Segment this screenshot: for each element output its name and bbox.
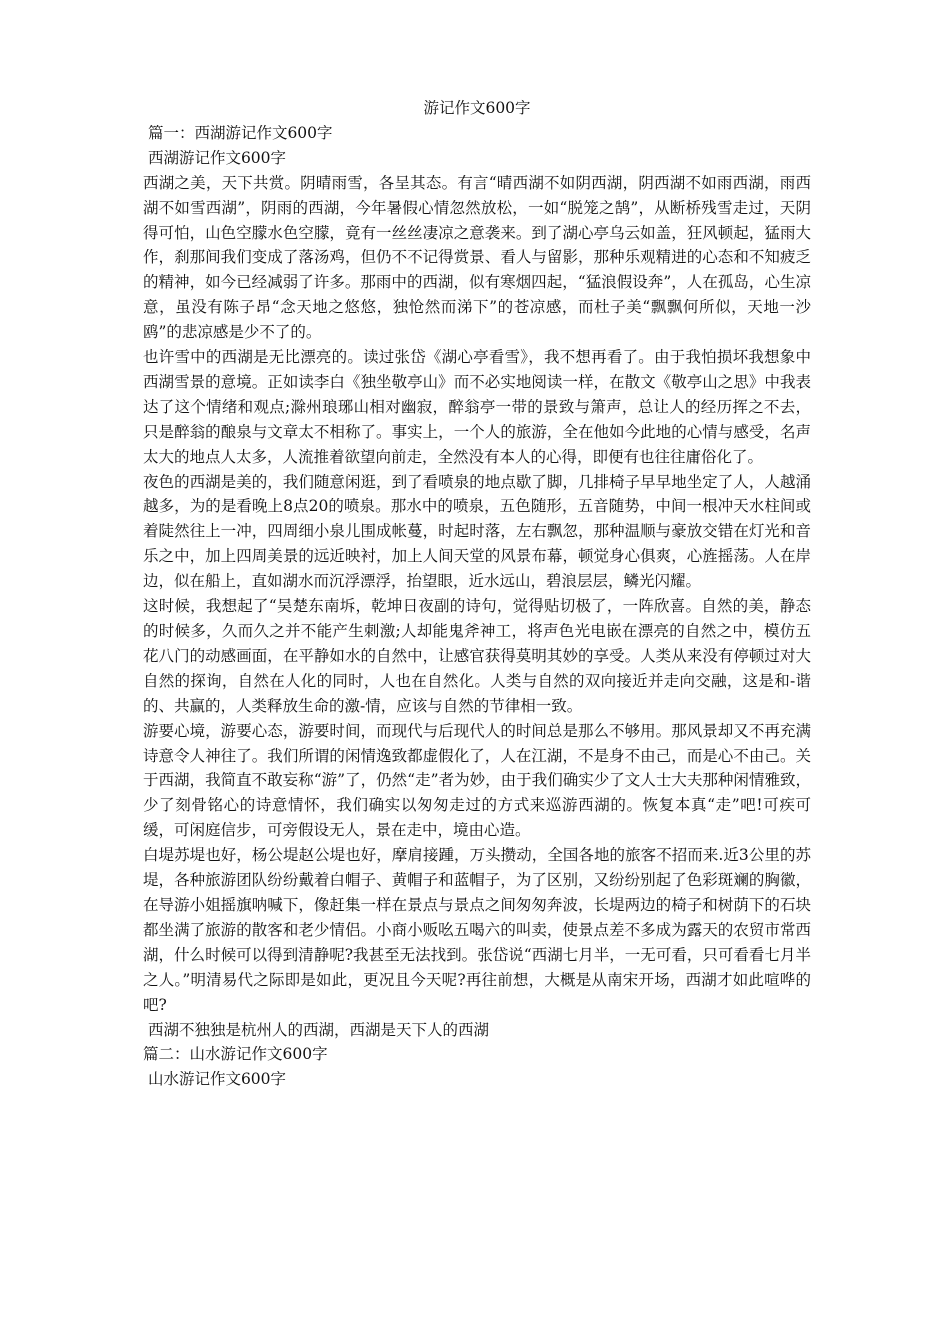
document-body [143,96,811,1092]
subheading-1: 西湖游记作文600字 [143,148,287,167]
paragraph-6: 白堤苏堤也好，杨公堤赵公堤也好，摩肩接踵，万头攒动，全国各地的旅客不招而来.近3公里的苏堤，各种旅游团队纷纷戴着白帽子、黄帽子和蓝帽子，为了区别，又纷纷别起了色彩斑斓的胸徽，在导游小姐摇旗呐喊下，像赶集一样在景点与景点之间匆匆奔波，长堤两边的椅子和树荫下的石块都坐满了旅游的散客和老少情侣。小商小贩吆五喝六的叫卖，使景点差不多成为露天的农贸市常西湖，什么时候可以得到清静呢?我甚至无法找到。张岱说“西湖七月半，一无可看，只可看看七月半之人。”明清易代之际即是如此，更况且今天呢?再往前想，大概是从南宋开场，西湖才如此喧哗的吧? [143,846,811,1014]
paragraph-1: 西湖之美，天下共赏。阴晴雨雪，各呈其态。有言“晴西湖不如阴西湖，阴西湖不如雨西湖，雨西湖不如雪西湖”，阴雨的西湖，今年暑假心情忽然放松，一如“脱笼之鹄”，从断桥残雪走过，天阴得可怕，山色空朦水色空朦，竟有一丝丝凄凉之意袭来。到了湖心亭乌云如盖，狂风顿起，猛雨大作，刹那间我们变成了落汤鸡，但仍不不记得赏景、看人与留影，那种乐观精进的心态和不知疲乏的精神，如今已经减弱了许多。那雨中的西湖，似有寒烟四起，“猛浪假设奔”，人在孤岛，心生凉意，虽没有陈子昂“念天地之悠悠，独怆然而涕下”的苍凉感，而杜子美“飘飘何所似，天地一沙鸥”的悲凉感是少不了的。 [143,173,811,342]
section-heading-1: 篇一：西湖游记作文600字 [143,123,333,142]
document-title: 游记作文600字 [423,99,531,117]
section-heading-2: 篇二：山水游记作文600字 [143,1045,328,1064]
paragraph-3: 夜色的西湖是美的，我们随意闲逛，到了看喷泉的地点歇了脚，几排椅子早早地坐定了人，人越涌越多，为的是看晚上8点20的喷泉。那水中的喷泉，五色随形，五音随势，中间一根冲天水柱间或着陡然往上一冲，四周细小泉儿围成帐蔓，时起时落，左右飘忽，那种温顺与豪放交错在灯光和音乐之中，加上四周美景的远近映衬，加上人间天堂的风景布幕，顿觉身心俱爽，心旌摇荡。人在岸边，似在船上，直如湖水而沉浮漂浮，抬望眼，近水远山，碧浪层层，鳞光闪耀。 [143,472,811,591]
closing-line: 西湖不独独是杭州人的西湖，西湖是天下人的西湖 [143,1020,489,1039]
paragraph-5: 游要心境，游要心态，游要时间，而现代与后现代人的时间总是那么不够用。那风景却又不再充满诗意令人神往了。我们所谓的闲情逸致都虚假化了，人在江湖，不是身不由己，而是心不由己。关于西湖，我简直不敢妄称“游”了，仍然“走”者为妙，由于我们确实少了文人士大夫那种闲情雅致，少了刻骨铭心的诗意情怀，我们确实以匆匆走过的方式来巡游西湖的。恢复本真“走”吧!可疾可缓，可闲庭信步，可旁假设无人，景在走中，境由心造。 [143,721,811,840]
paragraph-2: 也许雪中的西湖是无比漂亮的。读过张岱《湖心亭看雪》，我不想再看了。由于我怕损坏我想象中西湖雪景的意境。正如读李白《独坐敬亭山》而不必实地阅读一样，在散文《敬亭山之思》中我表达了这个情绪和观点;滁州琅琊山相对幽寂，醉翁亭一带的景致与箫声，总让人的经历挥之不去，只是醉翁的酿泉与文章太不相称了。事实上，一个人的旅游，全在他如今此地的心情与感受，名声太大的地点人太多，人流推着欲望向前走，全然没有本人的心得，即便有也往往庸俗化了。 [143,348,811,466]
paragraph-4: 这时候，我想起了“吴楚东南坼，乾坤日夜副的诗句，觉得贴切极了，一阵欣喜。自然的美，静态的时候多，久而久之并不能产生刺激;人却能鬼斧神工，将声色光电嵌在漂亮的自然之中，模仿五花八门的动感画面，在平静如水的自然中，让感官获得莫明其妙的享受。人类从来没有停顿过对大自然的探询，自然在人化的同时，人也在自然化。人类与自然的双向接近并走向交融，这是和-谐的、共赢的，人类释放生命的激-情，应该与自然的节律相一致。 [143,597,811,715]
subheading-2: 山水游记作文600字 [143,1070,287,1089]
